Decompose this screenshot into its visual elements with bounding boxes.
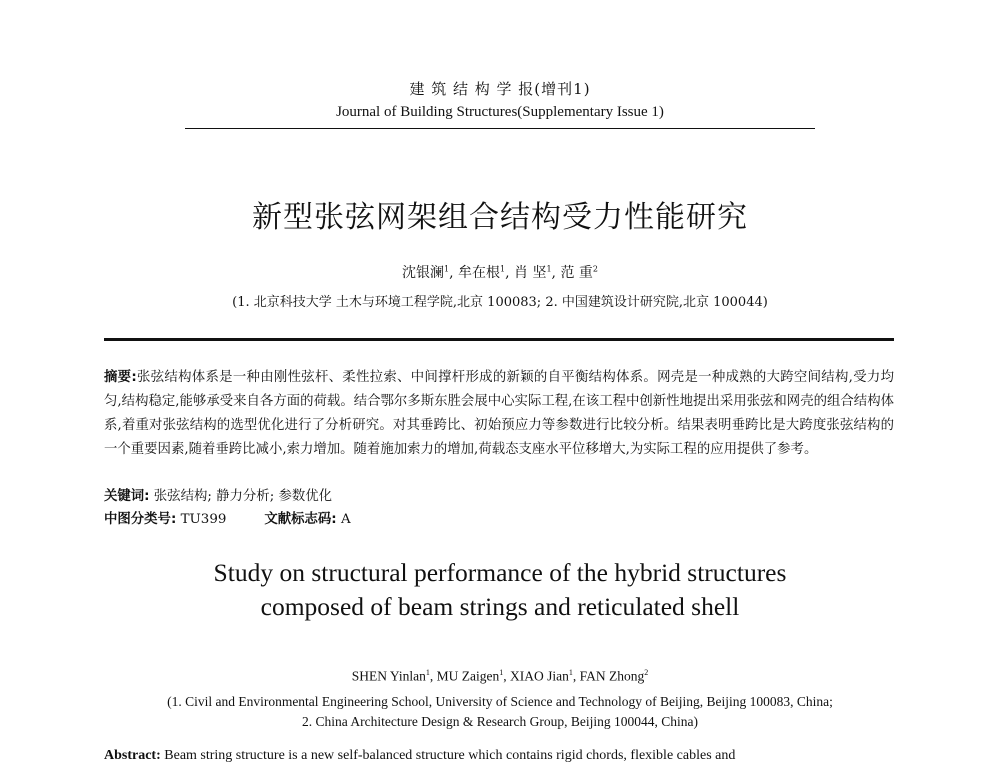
header-rule <box>185 128 815 129</box>
author-name: 范 重 <box>560 265 593 281</box>
author-name: 沈银澜 <box>402 265 444 281</box>
clc-label: 中图分类号: <box>104 512 177 527</box>
paper-title-en-line1: Study on structural performance of the hybrid structures <box>213 558 787 587</box>
keywords-text-cn: 张弦结构; 静力分析; 参数优化 <box>153 489 333 504</box>
affiliation-en-line1: (1. Civil and Environmental Engineering School, University of Science and Technology of Beijing, Beijing 100083, China; <box>167 694 833 709</box>
section-divider <box>104 338 894 341</box>
journal-title-en: Journal of Building Structures(Supplementary Issue 1) <box>336 104 664 120</box>
author-name-en: MU Zaigen <box>436 668 500 684</box>
abstract-label-en: Abstract: <box>104 748 161 763</box>
author-affiliation-mark: 1 <box>425 668 430 677</box>
author-name: 牟在根 <box>458 265 500 281</box>
author-affiliation-mark: 2 <box>592 264 598 274</box>
paper-title-en <box>0 556 1000 624</box>
author-name: 肖 坚 <box>514 265 547 281</box>
authors-en: SHEN Yinlan$^1$, MU Zaigen$^1$, XIAO Jian$^1$, FAN Zhong$^2$ <box>351 668 649 684</box>
author-affiliation-mark: 2 <box>644 668 649 677</box>
clc-value: TU399 <box>180 512 227 527</box>
abstract-cn <box>104 366 894 462</box>
author-affiliation-mark: 1 <box>500 264 506 274</box>
abstract-label-cn: 摘要: <box>104 370 137 385</box>
author-affiliation-mark: 1 <box>546 264 552 274</box>
author-name-en: SHEN Yinlan <box>351 668 426 684</box>
affiliation-en-line2: 2. China Architecture Design & Research Group, Beijing 100044, China) <box>302 714 698 729</box>
paper-title-cn: 新型张弦网架组合结构受力性能研究 <box>252 200 748 235</box>
keywords-cn <box>104 485 332 504</box>
doc-code-label: 文献标志码: <box>264 512 337 527</box>
author-affiliation-mark: 1 <box>499 668 504 677</box>
classification-cn <box>104 508 351 527</box>
author-affiliation-mark: 1 <box>568 668 573 677</box>
author-affiliation-mark: 1 <box>444 264 450 274</box>
affiliations-en <box>0 692 1000 732</box>
affiliations-cn: (1. 北京科技大学 土木与环境工程学院,北京 100083; 2. 中国建筑设计研究院,北京 100044) <box>232 295 768 310</box>
abstract-text-en: Beam string structure is a new self-balanced structure which contains rigid chords, flexible cables and <box>164 748 736 763</box>
authors-cn: 沈银澜$^1$, 牟在根$^1$, 肖 坚$^1$, 范 重$^2$ <box>402 264 598 281</box>
author-name-en: FAN Zhong <box>579 668 645 684</box>
abstract-text-cn: 张弦结构体系是一种由刚性弦杆、柔性拉索、中间撑杆形成的新颖的自平衡结构体系。网壳是一种成熟的大跨空间结构,受力均匀,结构稳定,能够承受来自各方面的荷载。结合鄂尔多斯东胜会展中心实际工程,在该工程中创新性地提出采用张弦和网壳的组合结构体系,着重对张弦结构的选型优化进行了分析研究。对其垂跨比、初始预应力等参数进行比较分析。结果表明垂跨比是大跨度张弦结构的一个重要因素,随着垂跨比减小,索力增加。随着施加索力的增加,荷载态支座水平位移增大,为实际工程的应用提供了参考。 <box>104 370 894 457</box>
journal-title-cn: 建 筑 结 构 学 报(增刊1) <box>409 80 591 98</box>
doc-code-value: A <box>340 512 351 527</box>
author-name-en: XIAO Jian <box>509 668 569 684</box>
keywords-label-cn: 关键词: <box>104 489 150 504</box>
paper-title-en-line2: composed of beam strings and reticulated shell <box>260 592 740 621</box>
abstract-en <box>104 748 894 764</box>
